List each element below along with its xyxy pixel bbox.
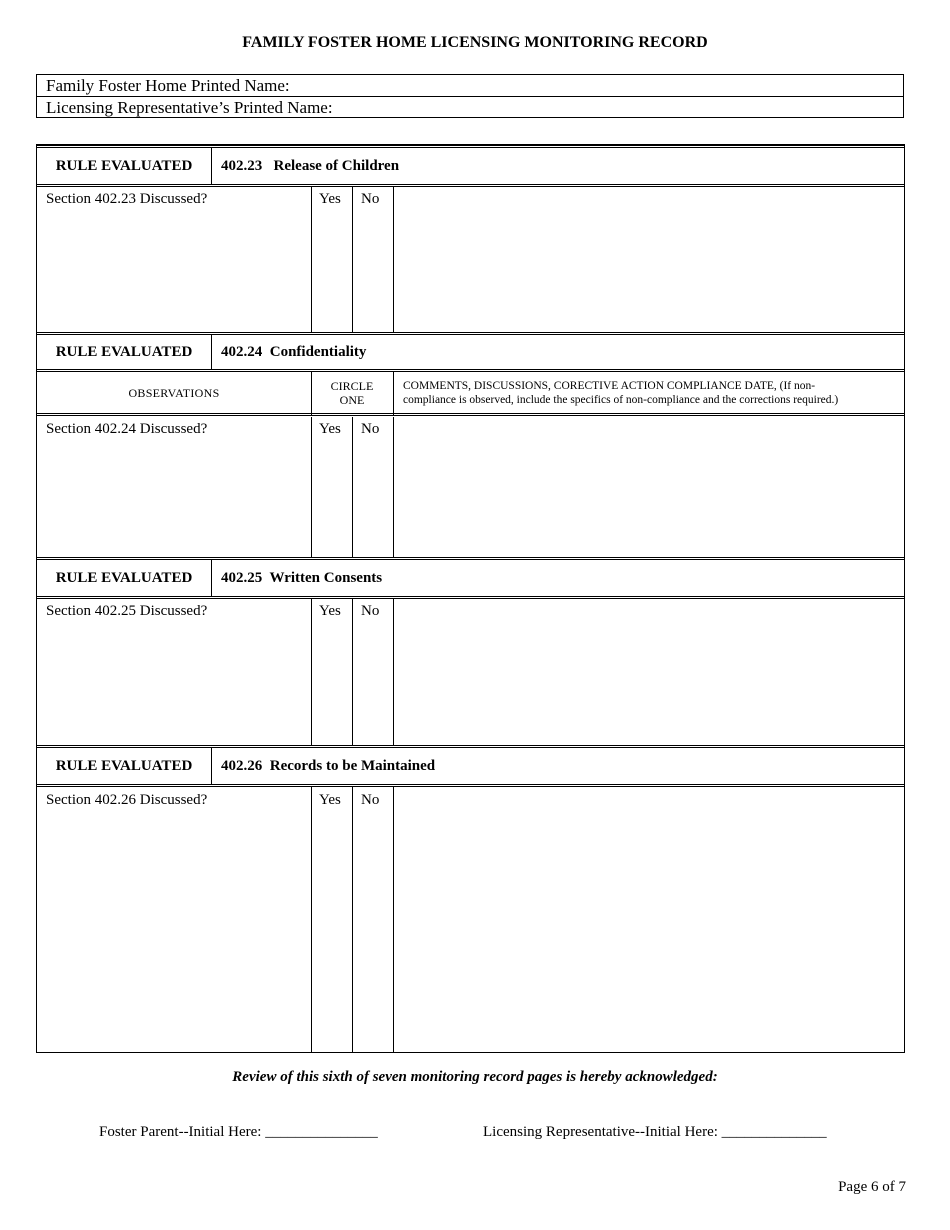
no-option[interactable]: No (361, 191, 380, 207)
comments-header: COMMENTS, DISCUSSIONS, CORECTIVE ACTION COMPLIANCE DATE, (If non- compliance is observed, include the specifics of non-compliance and the corrections required.) (403, 380, 839, 406)
acknowledgement-text: Review of this sixth of seven monitoring record pages is hereby acknowledged: (232, 1069, 718, 1085)
rule-title: 402.25 Written Consents (221, 569, 383, 586)
yes-option[interactable]: Yes (319, 603, 341, 619)
yes-option[interactable]: Yes (319, 191, 341, 207)
no-option[interactable]: No (361, 421, 380, 437)
section-question: Section 402.23 Discussed? (46, 191, 208, 207)
section-question: Section 402.24 Discussed? (46, 421, 208, 437)
foster-home-name-field[interactable]: Family Foster Home Printed Name: (46, 76, 290, 95)
rule-title: 402.24 Confidentiality (221, 343, 367, 360)
monitoring-form-table (36, 144, 905, 1053)
licensing-rep-initial-field[interactable]: Licensing Representative--Initial Here: ______________ (483, 1124, 827, 1140)
observations-header: OBSERVATIONS (128, 386, 220, 400)
rule-title: 402.23 Release of Children (221, 157, 400, 174)
name-fields-box (36, 74, 904, 118)
no-option[interactable]: No (361, 792, 380, 808)
no-option[interactable]: No (361, 603, 380, 619)
section-question: Section 402.25 Discussed? (46, 603, 208, 619)
circle-one-header: CIRCLE ONE (330, 379, 374, 407)
rule-evaluated-label: RULE EVALUATED (37, 560, 212, 596)
comments-area[interactable] (403, 421, 898, 553)
rule-header-402-24 (37, 332, 904, 372)
rule-header-402-25 (37, 557, 904, 599)
comments-area[interactable] (403, 191, 898, 329)
yes-option[interactable]: Yes (319, 421, 341, 437)
yes-option[interactable]: Yes (319, 792, 341, 808)
rule-evaluated-label: RULE EVALUATED (37, 148, 212, 184)
page-number: Page 6 of 7 (838, 1179, 906, 1195)
page-title: FAMILY FOSTER HOME LICENSING MONITORING RECORD (242, 34, 708, 51)
section-question: Section 402.26 Discussed? (46, 792, 208, 808)
rule-title: 402.26 Records to be Maintained (221, 757, 436, 774)
foster-parent-initial-field[interactable]: Foster Parent--Initial Here: _______________ (99, 1124, 378, 1140)
licensing-rep-name-field[interactable]: Licensing Representative’s Printed Name: (37, 96, 903, 117)
rule-evaluated-label: RULE EVALUATED (37, 748, 212, 784)
rule-header-402-23 (37, 145, 904, 187)
comments-area[interactable] (403, 603, 898, 741)
rule-header-402-26 (37, 745, 904, 787)
comments-area[interactable] (403, 792, 898, 1047)
rule-evaluated-label: RULE EVALUATED (37, 335, 212, 369)
